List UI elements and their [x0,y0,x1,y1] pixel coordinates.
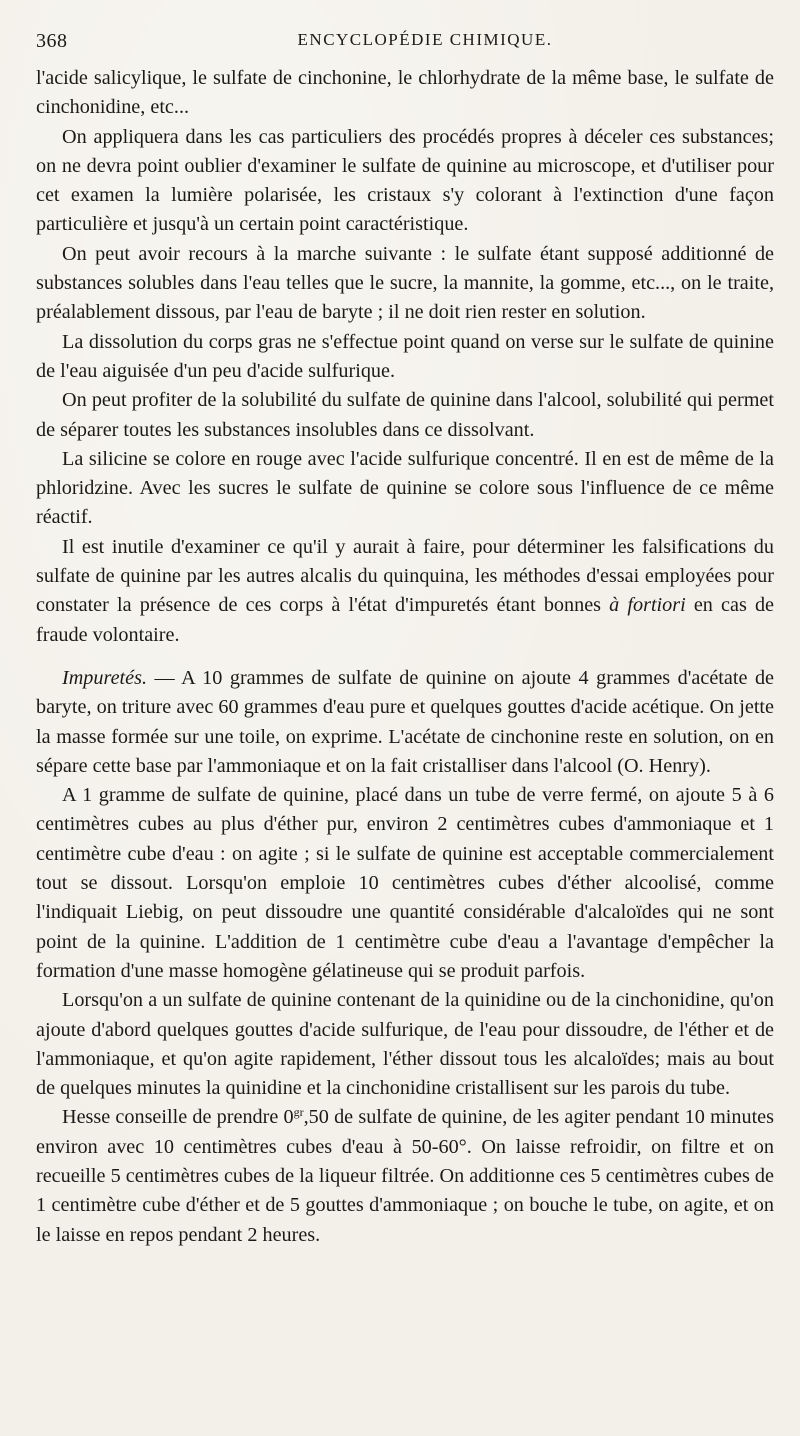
paragraph-text: Hesse conseille de prendre 0 [62,1106,294,1129]
paragraph-text: Il est inutile d'examiner ce qu'il y aurait à faire, pour déterminer les falsifications du sulfate de quinine par les autres alcalis du quinquina, les méthodes d'essai employées pour constater la présence de ces corps à l'état d'impuretés étant bonnes [36,535,774,617]
section-heading: Impuretés. [62,666,148,689]
paragraph [36,1103,774,1249]
italic-phrase: à fortiori [609,594,686,617]
paragraph: La silicine se colore en rouge avec l'acide sulfurique concentré. Il en est de même de la phloridzine. Avec les sucres le sulfate de quinine se colore sous l'influence de ce même réactif. [36,447,774,529]
paragraph: La dissolution du corps gras ne s'effectue point quand on verse sur le sulfate de quinine de l'eau aiguisée d'un peu d'acide sulfurique. [36,330,774,382]
section-impuretes [36,664,774,781]
paragraph: On peut avoir recours à la marche suivante : le sulfate étant supposé additionné de substances solubles dans l'eau telles que le sucre, la mannite, la gomme, etc..., on le traite, préalablement dissous, par l'eau de baryte ; il ne doit rien rester en solution. [36,242,774,324]
paragraph-continuation: l'acide salicylique, le sulfate de cinchonine, le chlorhydrate de la même base, le sulfate de cinchonidine, etc... [36,67,774,119]
paragraph: On appliquera dans les cas particuliers des procédés propres à déceler ces substances; on ne devra point oublier d'examiner le sulfate de quinine au microscope, et d'utiliser pour cet examen la lumière polarisée, les cristaux s'y colorant à l'extinction d'une façon particulière et jusqu'à un certain point caractéristique. [36,125,774,236]
paragraph: On peut profiter de la solubilité du sulfate de quinine dans l'alcool, solubilité qui permet de séparer toutes les substances insolubles dans ce dissolvant. [36,389,774,441]
running-title: ENCYCLOPÉDIE CHIMIQUE. [297,30,553,49]
paragraph: A 1 gramme de sulfate de quinine, placé dans un tube de verre fermé, on ajoute 5 à 6 centimètres cubes au plus d'éther pur, environ 2 centimètres cubes d'ammoniaque et 1 centimètre cube d'eau : on agite ; si le sulfate de quinine est acceptable commercialement tout se dissout. Lorsqu'on emploie 10 centimètres cubes d'éther alcoolisé, comme l'indiquait Liebig, on peut dissoudre une quantité considérable d'alcaloïdes qui ne sont point de la quinine. L'addition de 1 centimètre cube d'eau a l'avantage d'empêcher la formation d'une masse homogène gélatineuse qui se produit parfois. [36,784,774,982]
body-text [36,64,774,1250]
paragraph: Lorsqu'on a un sulfate de quinine contenant de la quinidine ou de la cinchonidine, qu'on ajoute d'abord quelques gouttes d'acide sulfurique, de l'eau pour dissoudre, de l'éther et de l'ammoniaque, et qu'on agite rapidement, l'éther dissout tous les alcaloïdes; mais au bout de quelques minutes la quinidine et la cinchonidine cristallisent sur les parois du tube. [36,989,774,1100]
paragraph-text: ,50 de sulfate de quinine, de les agiter pendant 10 minutes environ avec 10 centimètres cubes d'eau à 50-60°. On laisse refroidir, on filtre et on recueille 5 centimètres cubes de la liqueur filtrée. On additionne ces 5 centimètres cubes de 1 centimètre cube d'éther et de 5 gouttes d'ammoniaque ; on bouche le tube, on agite, et on le laisse en repos pendant 2 heures. [36,1106,774,1246]
paragraph-text: — A 10 grammes de sulfate de quinine on ajoute 4 grammes d'acétate de baryte, on triture avec 60 grammes d'eau pure et quelques gouttes d'acide acétique. On jette la masse formée sur une toile, on exprime. L'acétate de cinchonine reste en solution, on en sépare cette base par l'ammoniaque et on la fait cristalliser dans l'alcool (O. Henry). [36,666,774,777]
page-number: 368 [36,30,68,52]
paragraph-text: en cas de fraude volontaire. [36,594,774,646]
paragraph [36,533,774,650]
page-header [36,28,774,58]
unit-superscript: gr [293,1105,304,1120]
